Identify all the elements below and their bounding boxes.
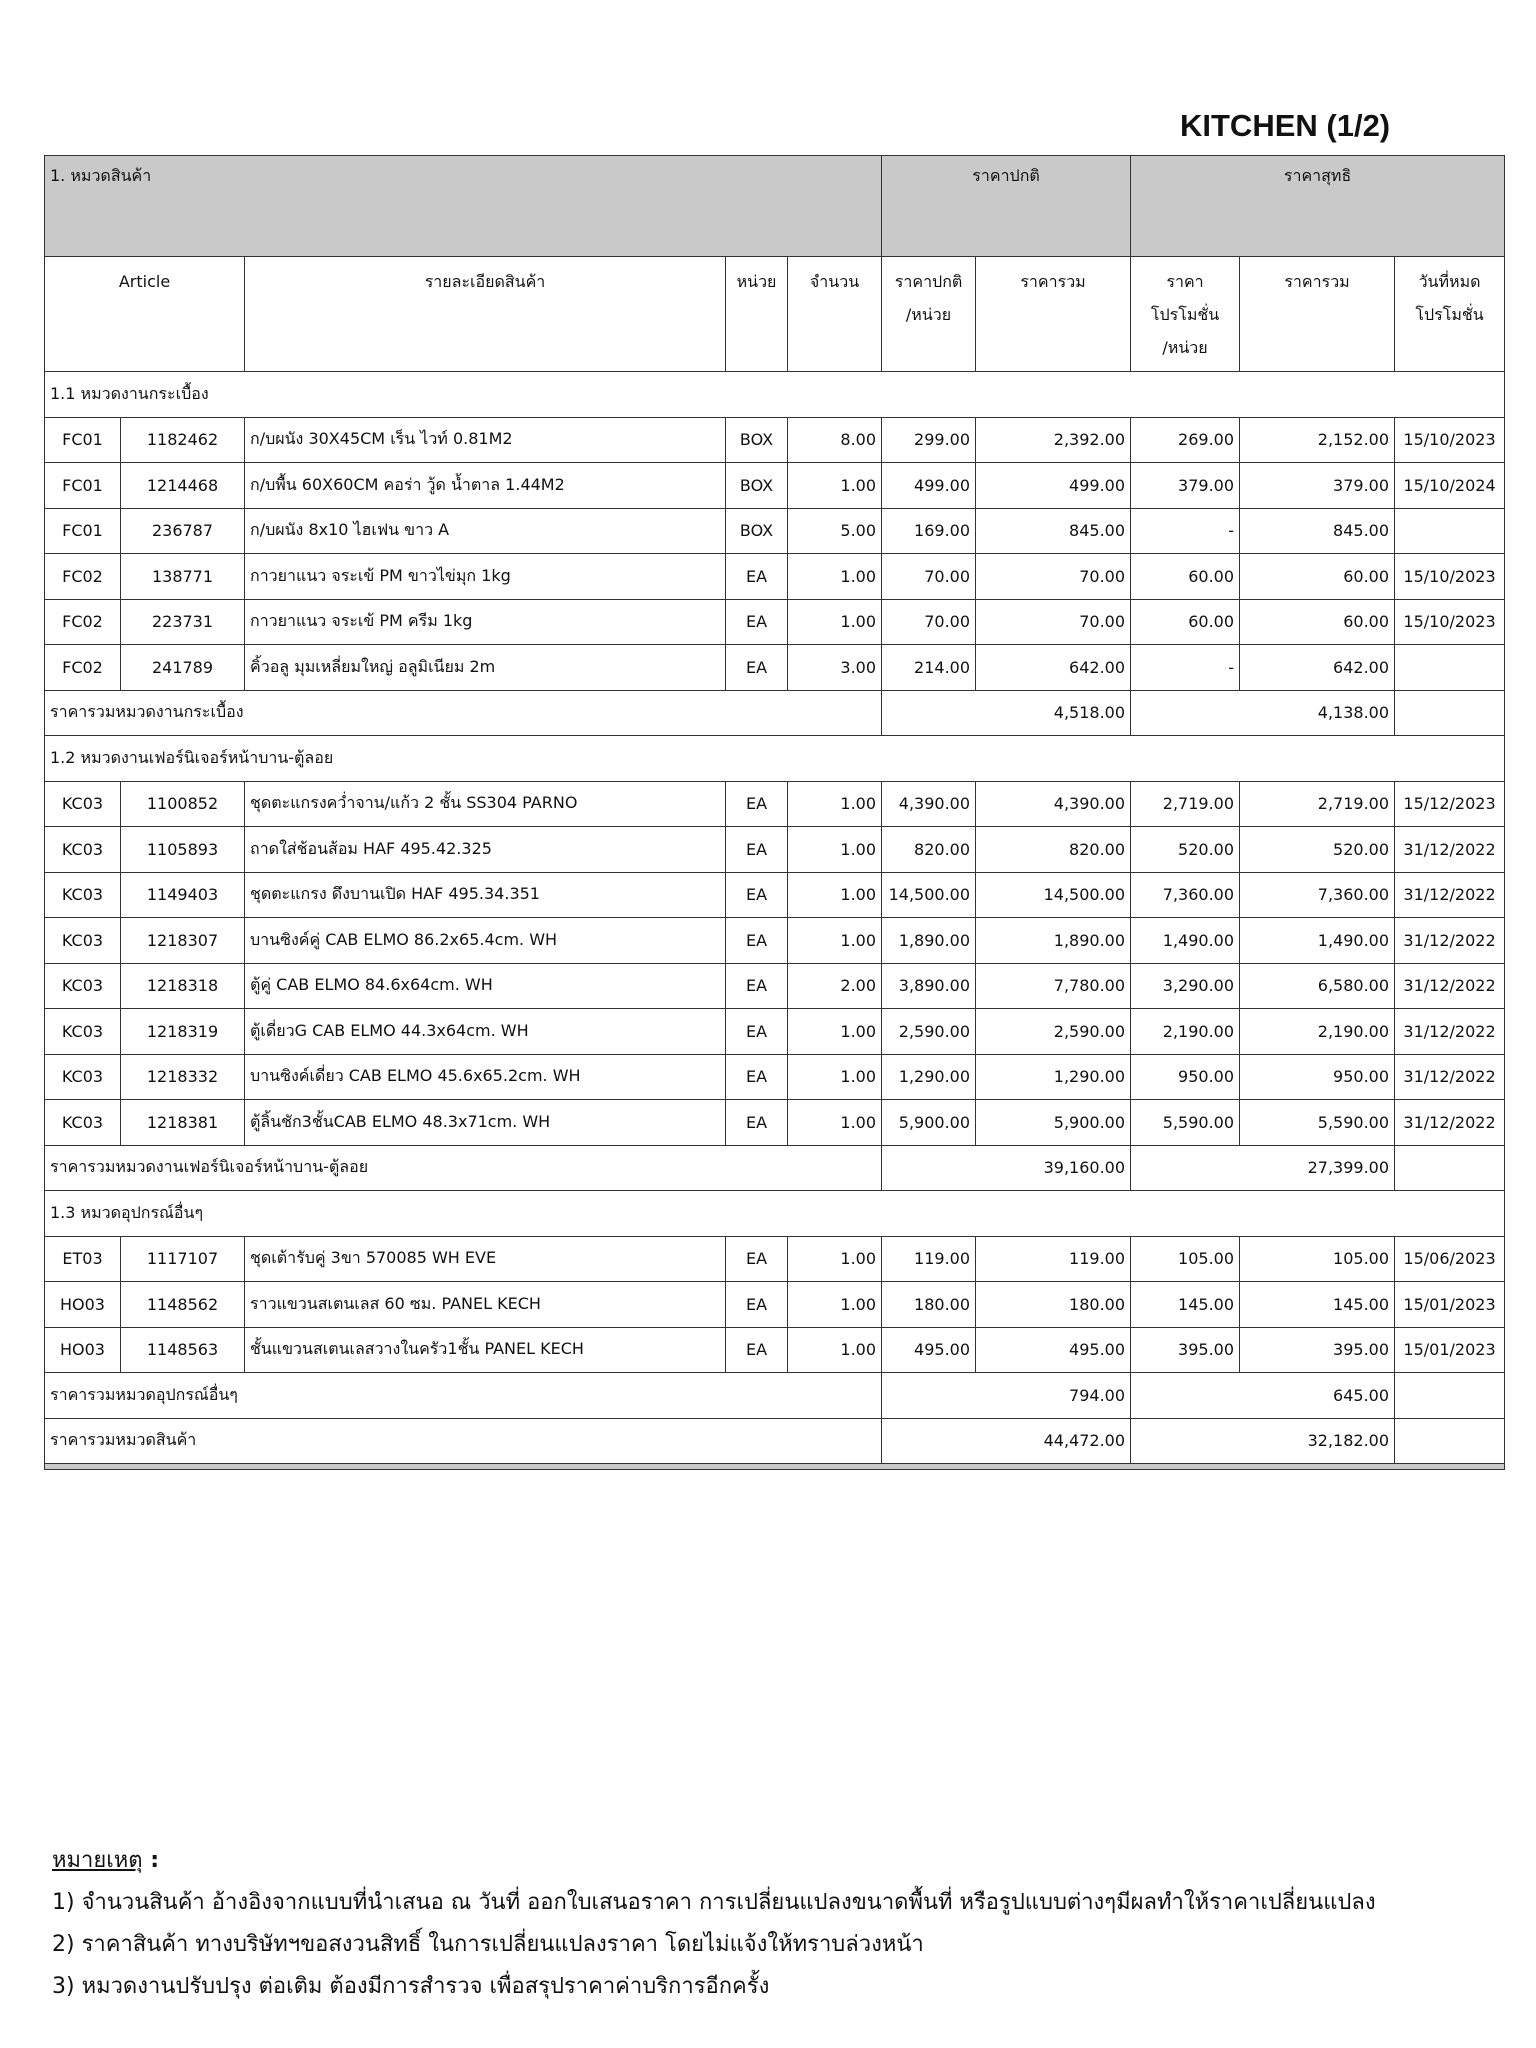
table-row (45, 463, 1505, 509)
net-total: 2,719.00 (1240, 781, 1395, 827)
grand-total-normal: 44,472.00 (882, 1418, 1131, 1464)
promo-end-date: 15/12/2023 (1395, 781, 1505, 827)
promo-end-date: 31/12/2022 (1395, 1009, 1505, 1055)
normal-unit-price: 1,890.00 (882, 918, 976, 964)
subtotal-label: ราคารวมหมวดงานเฟอร์นิเจอร์หน้าบาน-ตู้ลอย (45, 1145, 882, 1191)
article-number: 223731 (121, 599, 245, 645)
promo-end-date: 31/12/2022 (1395, 872, 1505, 918)
table-row (45, 963, 1505, 1009)
unit: EA (726, 1282, 788, 1328)
promo-end-date: 15/06/2023 (1395, 1236, 1505, 1282)
normal-total: 180.00 (976, 1282, 1131, 1328)
normal-total: 5,900.00 (976, 1100, 1131, 1146)
category-header: 1. หมวดสินค้า (45, 156, 882, 257)
section-header-row (45, 372, 1505, 418)
quantity: 1.00 (788, 463, 882, 509)
promo-end-date: 31/12/2022 (1395, 1100, 1505, 1146)
article-number: 241789 (121, 645, 245, 691)
normal-total: 499.00 (976, 463, 1131, 509)
normal-unit-price: 5,900.00 (882, 1100, 976, 1146)
category-code: KC03 (45, 1054, 121, 1100)
article-number: 1182462 (121, 417, 245, 463)
section-title: 1.3 หมวดอุปกรณ์อื่นๆ (45, 1191, 1505, 1237)
promo-unit-price: 105.00 (1131, 1236, 1240, 1282)
article-number: 1149403 (121, 872, 245, 918)
section-title: 1.1 หมวดงานกระเบื้อง (45, 372, 1505, 418)
net-total: 60.00 (1240, 599, 1395, 645)
promo-unit-price: 269.00 (1131, 417, 1240, 463)
article-number: 1148562 (121, 1282, 245, 1328)
quantity: 3.00 (788, 645, 882, 691)
normal-total: 2,392.00 (976, 417, 1131, 463)
table-row (45, 1054, 1505, 1100)
promo-unit-price: 395.00 (1131, 1327, 1240, 1373)
promo-end-date: 15/10/2024 (1395, 463, 1505, 509)
category-code: FC02 (45, 554, 121, 600)
product-description: บานซิงค์คู่ CAB ELMO 86.2x65.4cm. WH (245, 918, 726, 964)
notes (52, 1840, 1492, 2008)
normal-total: 4,390.00 (976, 781, 1131, 827)
product-description: ชุดเต้ารับคู่ 3ขา 570085 WH EVE (245, 1236, 726, 1282)
quantity: 1.00 (788, 1327, 882, 1373)
normal-unit-price: 495.00 (882, 1327, 976, 1373)
article-number: 1218318 (121, 963, 245, 1009)
col-promo-end-date: วันที่หมด โปรโมชั่น (1395, 257, 1505, 372)
product-description: กาวยาแนว จระเข้ PM ขาวไข่มุก 1kg (245, 554, 726, 600)
quantity: 1.00 (788, 827, 882, 873)
normal-unit-price: 1,290.00 (882, 1054, 976, 1100)
net-total: 5,590.00 (1240, 1100, 1395, 1146)
quantity: 1.00 (788, 1100, 882, 1146)
product-description: กาวยาแนว จระเข้ PM ครีม 1kg (245, 599, 726, 645)
subtotal-blank (1395, 690, 1505, 736)
quantity: 1.00 (788, 1054, 882, 1100)
normal-total: 1,290.00 (976, 1054, 1131, 1100)
quantity: 1.00 (788, 781, 882, 827)
normal-total: 70.00 (976, 599, 1131, 645)
quantity: 2.00 (788, 963, 882, 1009)
quantity: 1.00 (788, 918, 882, 964)
subtotal-net: 645.00 (1131, 1373, 1395, 1419)
article-number: 1105893 (121, 827, 245, 873)
note-item: 1) จำนวนสินค้า อ้างอิงจากแบบที่นำเสนอ ณ วันที่ ออกใบเสนอราคา การเปลี่ยนแปลงขนาดพื้นที่ หรือรูปแบบต่างๆมีผลทำให้ราคาเปลี่ยนแปลง (52, 1890, 1376, 1915)
subtotal-normal: 39,160.00 (882, 1145, 1131, 1191)
note-item: 3) หมวดงานปรับปรุง ต่อเติม ต้องมีการสำรวจ เพื่อสรุปราคาค่าบริการอีกครั้ง (52, 1974, 770, 1999)
article-number: 1117107 (121, 1236, 245, 1282)
unit: EA (726, 1327, 788, 1373)
normal-total: 7,780.00 (976, 963, 1131, 1009)
quantity: 5.00 (788, 508, 882, 554)
article-number: 1218332 (121, 1054, 245, 1100)
quantity: 1.00 (788, 1282, 882, 1328)
promo-unit-price: 60.00 (1131, 599, 1240, 645)
unit: EA (726, 827, 788, 873)
subtotal-label: ราคารวมหมวดงานกระเบื้อง (45, 690, 882, 736)
promo-end-date: 15/01/2023 (1395, 1327, 1505, 1373)
category-code: HO03 (45, 1327, 121, 1373)
net-total: 105.00 (1240, 1236, 1395, 1282)
net-total: 60.00 (1240, 554, 1395, 600)
normal-unit-price: 70.00 (882, 599, 976, 645)
table-row (45, 781, 1505, 827)
net-total: 1,490.00 (1240, 918, 1395, 964)
normal-unit-price: 70.00 (882, 554, 976, 600)
article-number: 1218319 (121, 1009, 245, 1055)
promo-unit-price: 7,360.00 (1131, 872, 1240, 918)
unit: EA (726, 554, 788, 600)
product-description: ก/บพื้น 60X60CM คอร่า วู้ด น้ำตาล 1.44M2 (245, 463, 726, 509)
col-qty: จำนวน (788, 257, 882, 372)
promo-unit-price: - (1131, 645, 1240, 691)
category-code: KC03 (45, 781, 121, 827)
quantity: 8.00 (788, 417, 882, 463)
unit: BOX (726, 463, 788, 509)
bottom-bar-cell (45, 1464, 1505, 1470)
col-unit: หน่วย (726, 257, 788, 372)
normal-unit-price: 214.00 (882, 645, 976, 691)
grand-total-label: ราคารวมหมวดสินค้า (45, 1418, 882, 1464)
column-header-row (45, 257, 1505, 372)
unit: EA (726, 1054, 788, 1100)
net-price-header: ราคาสุทธิ (1131, 156, 1505, 257)
article-number: 1214468 (121, 463, 245, 509)
unit: BOX (726, 508, 788, 554)
category-code: KC03 (45, 963, 121, 1009)
table-row (45, 508, 1505, 554)
table-row (45, 1100, 1505, 1146)
quantity: 1.00 (788, 872, 882, 918)
section-header-row (45, 736, 1505, 782)
net-total: 6,580.00 (1240, 963, 1395, 1009)
category-code: KC03 (45, 918, 121, 964)
normal-unit-price: 4,390.00 (882, 781, 976, 827)
table-row (45, 1327, 1505, 1373)
promo-end-date: 15/01/2023 (1395, 1282, 1505, 1328)
product-description: ตู้เดี่ยวG CAB ELMO 44.3x64cm. WH (245, 1009, 726, 1055)
subtotal-net: 27,399.00 (1131, 1145, 1395, 1191)
product-description: ราวแขวนสเตนเลส 60 ซม. PANEL KECH (245, 1282, 726, 1328)
table-row (45, 599, 1505, 645)
normal-price-header: ราคาปกติ (882, 156, 1131, 257)
subtotal-row (45, 1373, 1505, 1419)
table-row (45, 827, 1505, 873)
net-total: 145.00 (1240, 1282, 1395, 1328)
subtotal-normal: 794.00 (882, 1373, 1131, 1419)
promo-end-date: 31/12/2022 (1395, 1054, 1505, 1100)
normal-unit-price: 299.00 (882, 417, 976, 463)
net-total: 642.00 (1240, 645, 1395, 691)
normal-unit-price: 14,500.00 (882, 872, 976, 918)
article-number: 1218307 (121, 918, 245, 964)
net-total: 395.00 (1240, 1327, 1395, 1373)
promo-unit-price: 2,190.00 (1131, 1009, 1240, 1055)
unit: EA (726, 599, 788, 645)
category-code: FC01 (45, 508, 121, 554)
product-description: ตู้ลิ้นชัก3ชั้นCAB ELMO 48.3x71cm. WH (245, 1100, 726, 1146)
quantity: 1.00 (788, 1009, 882, 1055)
promo-end-date (1395, 508, 1505, 554)
normal-total: 642.00 (976, 645, 1131, 691)
normal-total: 14,500.00 (976, 872, 1131, 918)
grand-total-row (45, 1418, 1505, 1464)
promo-unit-price: 1,490.00 (1131, 918, 1240, 964)
promo-end-date (1395, 645, 1505, 691)
net-total: 7,360.00 (1240, 872, 1395, 918)
promo-end-date: 31/12/2022 (1395, 963, 1505, 1009)
article-number: 138771 (121, 554, 245, 600)
category-code: HO03 (45, 1282, 121, 1328)
normal-unit-price: 119.00 (882, 1236, 976, 1282)
grand-total-blank (1395, 1418, 1505, 1464)
promo-unit-price: - (1131, 508, 1240, 554)
unit: EA (726, 645, 788, 691)
promo-unit-price: 3,290.00 (1131, 963, 1240, 1009)
page-title: KITCHEN (1/2) (1180, 108, 1391, 143)
col-normal-unit-price: ราคาปกติ /หน่วย (882, 257, 976, 372)
promo-unit-price: 2,719.00 (1131, 781, 1240, 827)
net-total: 2,152.00 (1240, 417, 1395, 463)
unit: EA (726, 1009, 788, 1055)
category-code: KC03 (45, 872, 121, 918)
promo-unit-price: 520.00 (1131, 827, 1240, 873)
category-code: FC02 (45, 599, 121, 645)
unit: EA (726, 781, 788, 827)
subtotal-row (45, 1145, 1505, 1191)
table-row (45, 645, 1505, 691)
product-description: ชุดตะแกรง ดึงบานเปิด HAF 495.34.351 (245, 872, 726, 918)
quotation-table (44, 155, 1505, 1470)
normal-unit-price: 2,590.00 (882, 1009, 976, 1055)
unit: EA (726, 872, 788, 918)
col-net-total: ราคารวม (1240, 257, 1395, 372)
promo-end-date: 15/10/2023 (1395, 554, 1505, 600)
unit: EA (726, 918, 788, 964)
promo-unit-price: 60.00 (1131, 554, 1240, 600)
article-number: 1148563 (121, 1327, 245, 1373)
category-code: FC01 (45, 417, 121, 463)
unit: EA (726, 1236, 788, 1282)
subtotal-label: ราคารวมหมวดอุปกรณ์อื่นๆ (45, 1373, 882, 1419)
normal-total: 70.00 (976, 554, 1131, 600)
subtotal-blank (1395, 1145, 1505, 1191)
normal-unit-price: 3,890.00 (882, 963, 976, 1009)
product-description: ถาดใส่ช้อนส้อม HAF 495.42.325 (245, 827, 726, 873)
product-description: ก/บผนัง 8x10 ไฮเฟน ขาว A (245, 508, 726, 554)
grand-total-net: 32,182.00 (1131, 1418, 1395, 1464)
category-code: KC03 (45, 1100, 121, 1146)
normal-total: 119.00 (976, 1236, 1131, 1282)
section-title: 1.2 หมวดงานเฟอร์นิเจอร์หน้าบาน-ตู้ลอย (45, 736, 1505, 782)
normal-total: 845.00 (976, 508, 1131, 554)
promo-end-date: 31/12/2022 (1395, 918, 1505, 964)
normal-unit-price: 820.00 (882, 827, 976, 873)
promo-end-date: 15/10/2023 (1395, 599, 1505, 645)
promo-end-date: 15/10/2023 (1395, 417, 1505, 463)
unit: EA (726, 963, 788, 1009)
col-promo-price: ราคา โปรโมชั่น /หน่วย (1131, 257, 1240, 372)
table-row (45, 1009, 1505, 1055)
normal-unit-price: 180.00 (882, 1282, 976, 1328)
article-number: 1218381 (121, 1100, 245, 1146)
product-description: คิ้วอลู มุมเหลี่ยมใหญ่ อลูมิเนียม 2m (245, 645, 726, 691)
quantity: 1.00 (788, 554, 882, 600)
section-header-row (45, 1191, 1505, 1237)
category-code: ET03 (45, 1236, 121, 1282)
normal-total: 820.00 (976, 827, 1131, 873)
quantity: 1.00 (788, 1236, 882, 1282)
subtotal-blank (1395, 1373, 1505, 1419)
promo-unit-price: 5,590.00 (1131, 1100, 1240, 1146)
promo-unit-price: 379.00 (1131, 463, 1240, 509)
net-total: 520.00 (1240, 827, 1395, 873)
table-row (45, 1236, 1505, 1282)
article-number: 236787 (121, 508, 245, 554)
product-description: ชุดตะแกรงคว่ำจาน/แก้ว 2 ชั้น SS304 PARNO (245, 781, 726, 827)
col-normal-total: ราคารวม (976, 257, 1131, 372)
product-description: ก/บผนัง 30X45CM เร็น ไวท์ 0.81M2 (245, 417, 726, 463)
promo-unit-price: 145.00 (1131, 1282, 1240, 1328)
table-row (45, 918, 1505, 964)
category-code: FC02 (45, 645, 121, 691)
category-code: KC03 (45, 827, 121, 873)
article-number: 1100852 (121, 781, 245, 827)
table-row (45, 417, 1505, 463)
unit: BOX (726, 417, 788, 463)
table-row (45, 1282, 1505, 1328)
net-total: 2,190.00 (1240, 1009, 1395, 1055)
product-description: ตู้คู่ CAB ELMO 84.6x64cm. WH (245, 963, 726, 1009)
table-row (45, 554, 1505, 600)
notes-heading: หมายเหตุ : (52, 1848, 160, 1873)
normal-total: 2,590.00 (976, 1009, 1131, 1055)
subtotal-normal: 4,518.00 (882, 690, 1131, 736)
col-description: รายละเอียดสินค้า (245, 257, 726, 372)
unit: EA (726, 1100, 788, 1146)
product-description: บานซิงค์เดี่ยว CAB ELMO 45.6x65.2cm. WH (245, 1054, 726, 1100)
subtotal-net: 4,138.00 (1131, 690, 1395, 736)
net-total: 950.00 (1240, 1054, 1395, 1100)
group-header-row (45, 156, 1505, 257)
table-bottom-bar (45, 1464, 1505, 1470)
category-code: KC03 (45, 1009, 121, 1055)
normal-total: 495.00 (976, 1327, 1131, 1373)
col-article: Article (45, 257, 245, 372)
normal-unit-price: 499.00 (882, 463, 976, 509)
promo-unit-price: 950.00 (1131, 1054, 1240, 1100)
normal-unit-price: 169.00 (882, 508, 976, 554)
category-code: FC01 (45, 463, 121, 509)
normal-total: 1,890.00 (976, 918, 1131, 964)
promo-end-date: 31/12/2022 (1395, 827, 1505, 873)
net-total: 845.00 (1240, 508, 1395, 554)
net-total: 379.00 (1240, 463, 1395, 509)
table-row (45, 872, 1505, 918)
product-description: ชั้นแขวนสเตนเลสวางในครัว1ชั้น PANEL KECH (245, 1327, 726, 1373)
note-item: 2) ราคาสินค้า ทางบริษัทฯขอสงวนสิทธิ์ ในการเปลี่ยนแปลงราคา โดยไม่แจ้งให้ทราบล่วงหน้า (52, 1932, 924, 1957)
quantity: 1.00 (788, 599, 882, 645)
subtotal-row (45, 690, 1505, 736)
